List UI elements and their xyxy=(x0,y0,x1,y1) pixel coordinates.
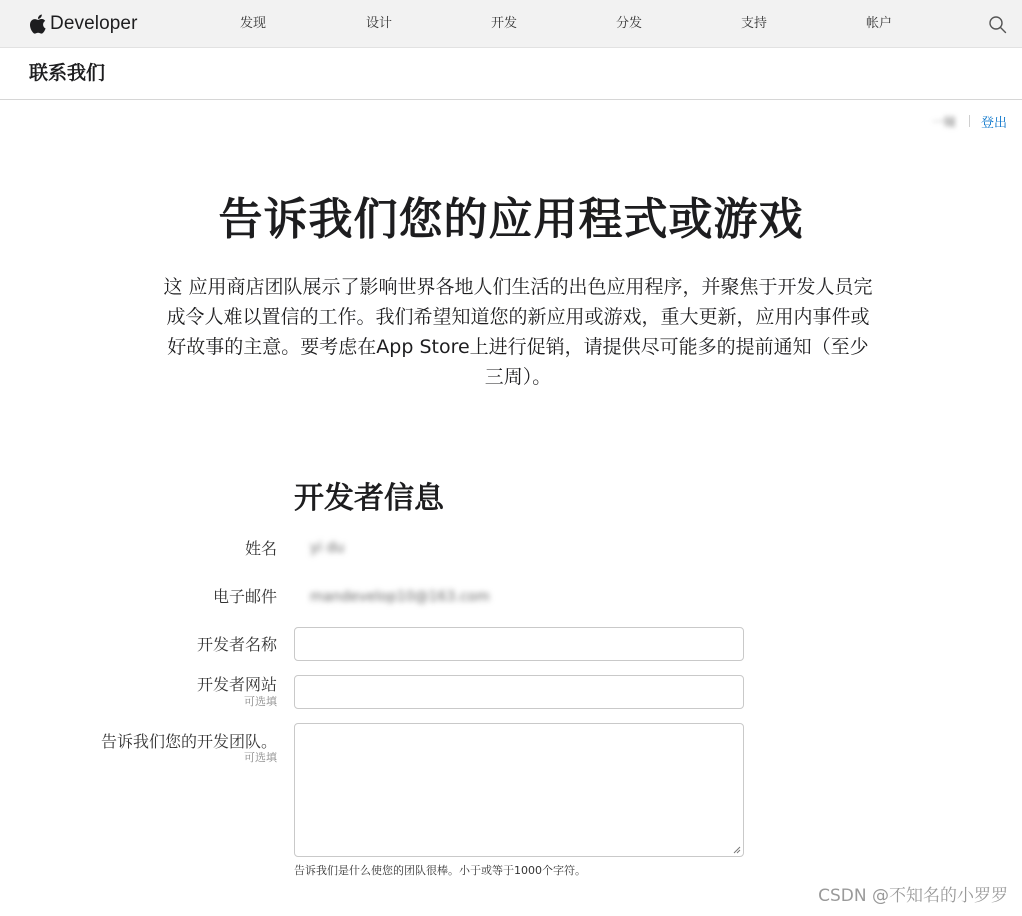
section-title: 开发者信息 xyxy=(294,481,444,516)
developer-home-link[interactable] xyxy=(29,12,138,36)
nav-item-support[interactable]: 支持 xyxy=(741,16,768,31)
watermark: CSDN @不知名的小罗罗 xyxy=(818,886,1008,906)
hero-title: 告诉我们您的应用程式或游戏 xyxy=(218,194,804,245)
name-label: 姓名 xyxy=(244,539,277,558)
team-label: 告诉我们您的开发团队。 xyxy=(100,732,277,751)
nav-item-design[interactable]: 设计 xyxy=(366,16,393,31)
email-label: 电子邮件 xyxy=(212,587,277,606)
developer-website-input[interactable] xyxy=(294,675,744,709)
search-icon[interactable] xyxy=(988,15,1008,35)
brand-label: Developer xyxy=(50,13,138,34)
email-value: mandevelop10@163.com xyxy=(310,589,490,605)
name-value: yi du xyxy=(310,540,345,556)
account-divider xyxy=(969,115,970,127)
developer-name-label: 开发者名称 xyxy=(196,635,277,654)
global-nav xyxy=(0,0,1022,48)
nav-item-develop[interactable]: 开发 xyxy=(491,16,518,31)
nav-item-discover[interactable]: 发现 xyxy=(240,16,267,31)
developer-name-input[interactable] xyxy=(294,627,744,661)
developer-website-optional: 可选填 xyxy=(244,695,277,708)
signout-link[interactable]: 登出 xyxy=(981,116,1008,131)
team-textarea[interactable] xyxy=(294,723,744,857)
apple-logo-icon xyxy=(29,14,46,34)
page-title: 联系我们 xyxy=(29,62,106,84)
developer-website-label: 开发者网站 xyxy=(196,675,277,694)
user-name: 一瞳 xyxy=(932,115,957,129)
resize-grip-icon[interactable] xyxy=(733,846,741,854)
hero-intro: 这 应用商店团队展示了影响世界各地人们生活的出色应用程序，并聚焦于开发人员完成令人难以置信的工作。我们希望知道您的新应用或游戏，重大更新，应用内事件或好故事的主意。要考虑在App Store上进行促销，请提供尽可能多的提前通知（至少三周）。 xyxy=(163,276,873,388)
nav-item-account[interactable]: 帐户 xyxy=(866,16,893,31)
team-optional: 可选填 xyxy=(244,751,277,764)
nav-item-distribute[interactable]: 分发 xyxy=(616,16,643,31)
local-nav xyxy=(0,48,1022,100)
team-hint: 告诉我们是什么使您的团队很棒。小于或等于1000个字符。 xyxy=(294,864,586,877)
